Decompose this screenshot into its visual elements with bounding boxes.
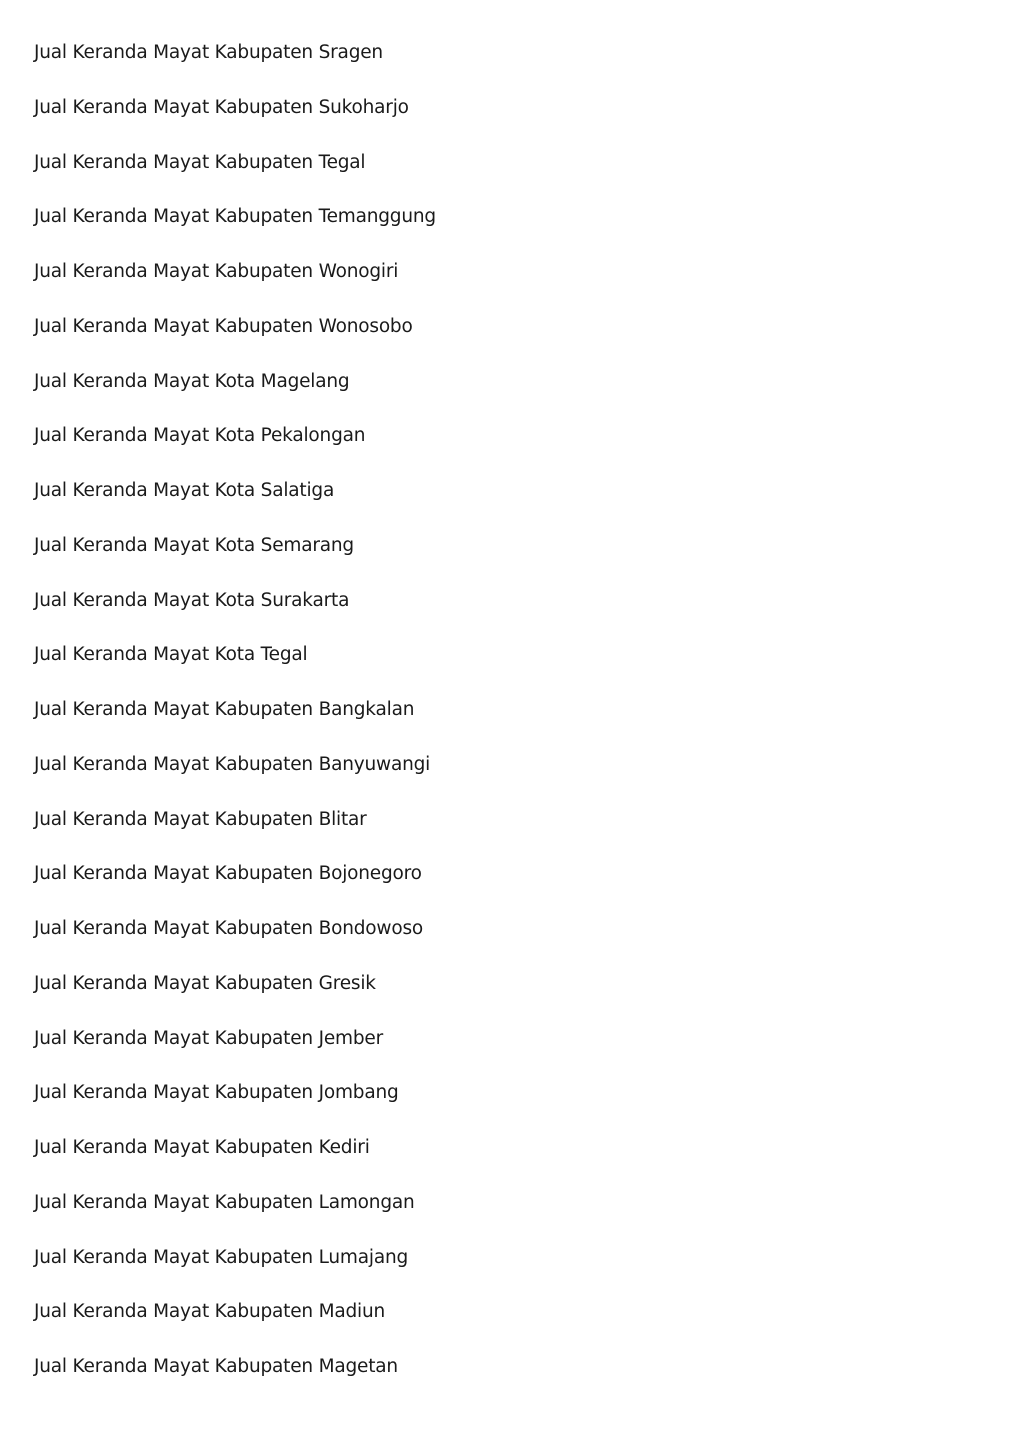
- list-item: Jual Keranda Mayat Kota Semarang: [34, 534, 354, 556]
- list-item: Jual Keranda Mayat Kabupaten Bangkalan: [34, 699, 415, 720]
- list-item: Jual Keranda Mayat Kabupaten Wonosobo: [34, 315, 413, 337]
- list-item: Jual Keranda Mayat Kabupaten Sragen: [34, 42, 383, 63]
- list-item: Jual Keranda Mayat Kabupaten Bondowoso: [34, 918, 424, 939]
- list-item: Jual Keranda Mayat Kabupaten Blitar: [34, 808, 367, 830]
- list-item: Jual Keranda Mayat Kota Pekalongan: [34, 425, 366, 447]
- list-item: Jual Keranda Mayat Kota Magelang: [34, 370, 350, 392]
- list-item: Jual Keranda Mayat Kabupaten Jember: [34, 1027, 383, 1049]
- list-item: Jual Keranda Mayat Kabupaten Magetan: [34, 1356, 398, 1377]
- list-item: Jual Keranda Mayat Kabupaten Lamongan: [34, 1191, 415, 1213]
- list-item: Jual Keranda Mayat Kabupaten Sukoharjo: [34, 96, 409, 118]
- list-item: Jual Keranda Mayat Kabupaten Kediri: [34, 1137, 370, 1158]
- list-item: Jual Keranda Mayat Kabupaten Jombang: [34, 1082, 399, 1104]
- list-item: Jual Keranda Mayat Kota Salatiga: [34, 480, 335, 501]
- list-item: Jual Keranda Mayat Kabupaten Madiun: [34, 1301, 386, 1323]
- list-item: Jual Keranda Mayat Kota Tegal: [34, 644, 308, 666]
- list-item: Jual Keranda Mayat Kabupaten Banyuwangi: [34, 753, 431, 775]
- location-list: [34, 41, 436, 1410]
- list-item: Jual Keranda Mayat Kabupaten Wonogiri: [34, 261, 399, 282]
- list-item: Jual Keranda Mayat Kabupaten Lumajang: [34, 1246, 409, 1268]
- list-item: Jual Keranda Mayat Kota Surakarta: [34, 589, 350, 611]
- list-item: Jual Keranda Mayat Kabupaten Bojonegoro: [34, 863, 422, 885]
- list-item: Jual Keranda Mayat Kabupaten Gresik: [34, 972, 376, 994]
- list-item: Jual Keranda Mayat Kabupaten Tegal: [34, 151, 366, 173]
- list-item: Jual Keranda Mayat Kabupaten Temanggung: [34, 206, 436, 228]
